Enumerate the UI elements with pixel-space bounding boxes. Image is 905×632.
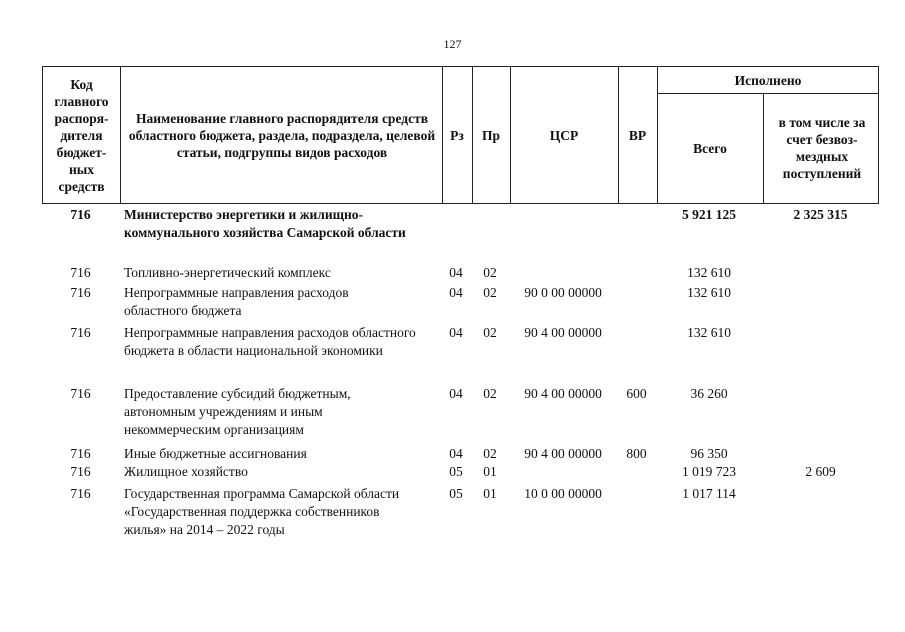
header-vr: ВР: [628, 127, 647, 143]
cell-name: Предоставление субсидий бюджетным, автономным учреждениям и иным некоммерческим организациям: [124, 386, 351, 437]
divider: [763, 93, 764, 203]
cell-rz: 04: [449, 325, 463, 340]
cell-rz: 04: [449, 265, 463, 280]
cell-vr: 800: [626, 446, 647, 461]
cell-total: 1 017 114: [682, 486, 736, 501]
page-number: 127: [443, 37, 462, 51]
header-code: Код главного распоря-дителя бюджет-ных средств: [54, 76, 109, 194]
cell-code: 716: [70, 464, 91, 479]
cell-csr: 90 4 00 00000: [524, 446, 602, 461]
header-pr: Пр: [481, 127, 500, 143]
cell-name: Топливно-энергетический комплекс: [124, 265, 331, 280]
cell-code: 716: [70, 265, 91, 280]
divider: [120, 67, 121, 203]
cell-pr: 02: [483, 386, 497, 401]
cell-code: 716: [70, 446, 91, 461]
cell-total: 132 610: [687, 265, 731, 280]
cell-rz: 04: [449, 386, 463, 401]
header-free: в том числе за счет безвоз-мездных поступлений: [778, 115, 866, 181]
cell-total: 132 610: [687, 325, 731, 340]
cell-code: 716: [70, 325, 91, 340]
cell-csr: 90 4 00 00000: [524, 386, 602, 401]
header-name: Наименование главного распорядителя средств областного бюджета, раздела, подраздела, целевой статьи, подгруппы видов расходов: [128, 110, 436, 160]
cell-pr: 02: [483, 446, 497, 461]
header-total: Всего: [693, 140, 727, 156]
cell-total: 36 260: [690, 386, 728, 401]
cell-code: 716: [70, 285, 91, 300]
cell-pr: 02: [483, 285, 497, 300]
cell-code: 716: [70, 486, 91, 501]
cell-free: 2 325 315: [793, 207, 848, 222]
header-rz: Рз: [450, 127, 464, 143]
cell-rz: 04: [449, 446, 463, 461]
cell-name: Государственная программа Самарской области «Государственная поддержка собственников жилья» на 2014 – 2022 годы: [124, 486, 400, 537]
cell-name: Жилищное хозяйство: [124, 464, 248, 479]
cell-free: 2 609: [805, 464, 836, 479]
cell-rz: 05: [449, 486, 463, 501]
cell-rz: 05: [449, 464, 463, 479]
cell-code: 716: [70, 207, 91, 222]
cell-csr: 10 0 00 00000: [524, 486, 602, 501]
table-header: [42, 66, 879, 204]
cell-total: 1 019 723: [682, 464, 736, 479]
cell-total: 5 921 125: [682, 207, 736, 222]
cell-rz: 04: [449, 285, 463, 300]
cell-pr: 01: [483, 464, 497, 479]
cell-pr: 02: [483, 265, 497, 280]
cell-total: 132 610: [687, 285, 731, 300]
cell-pr: 01: [483, 486, 497, 501]
cell-code: 716: [70, 386, 91, 401]
cell-name: Непрограммные направления расходов областного бюджета: [124, 285, 349, 318]
header-executed: Исполнено: [734, 72, 802, 88]
cell-vr: 600: [626, 386, 647, 401]
cell-total: 96 350: [690, 446, 728, 461]
cell-pr: 02: [483, 325, 497, 340]
cell-name: Иные бюджетные ассигнования: [124, 446, 307, 461]
cell-name: Непрограммные направления расходов областного бюджета в области национальной экономики: [124, 325, 416, 358]
cell-csr: 90 4 00 00000: [524, 325, 602, 340]
header-csr: ЦСР: [549, 127, 579, 143]
cell-csr: 90 0 00 00000: [524, 285, 602, 300]
cell-name: Министерство энергетики и жилищно-коммунального хозяйства Самарской области: [124, 207, 406, 240]
